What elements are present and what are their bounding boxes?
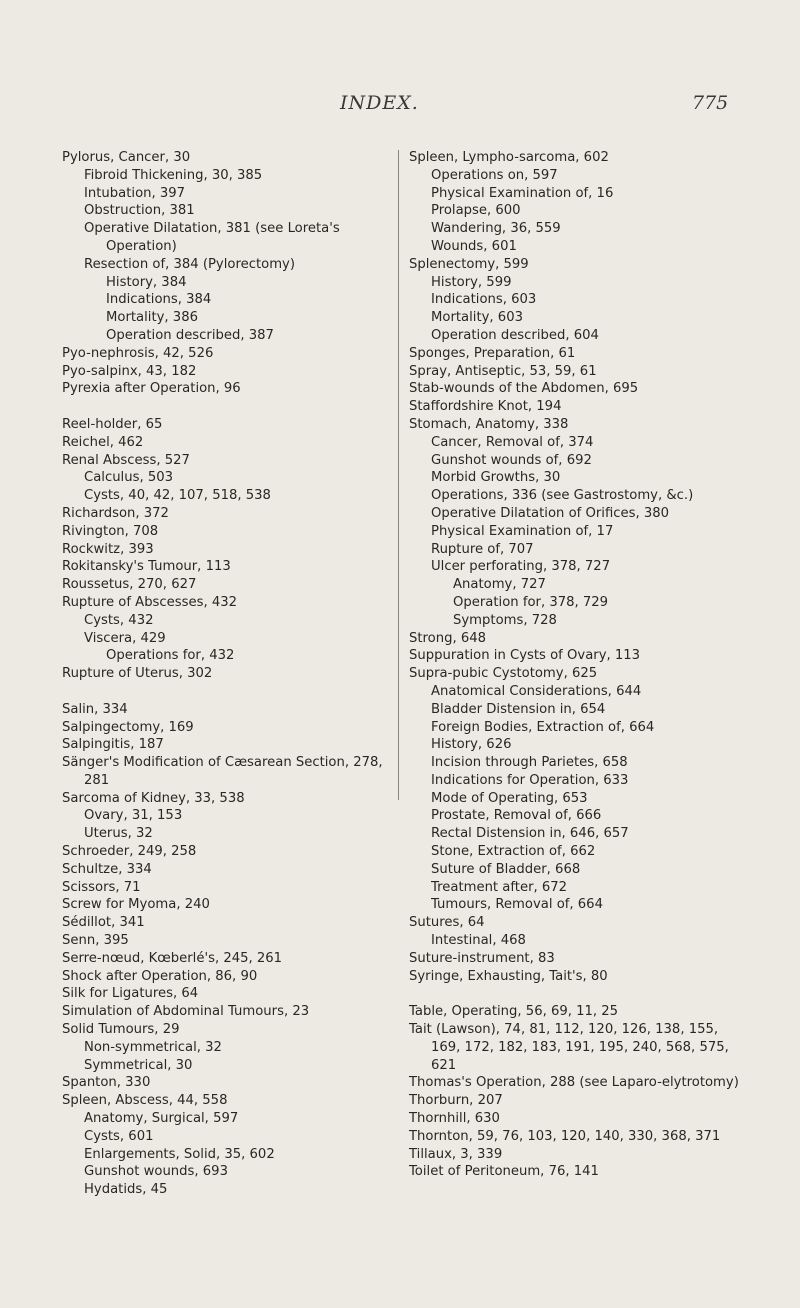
index-entry: History, 599 [431, 274, 512, 290]
index-entry: Renal Abscess, 527 [62, 452, 190, 468]
page-header [0, 92, 800, 122]
index-entry: Anatomical Considerations, 644 [431, 683, 642, 699]
index-entry: Pyo-salpinx, 43, 182 [62, 363, 197, 379]
index-entry: Physical Examination of, 16 [431, 185, 614, 201]
index-entry: Salpingectomy, 169 [62, 719, 194, 735]
index-entry: Ulcer perforating, 378, 727 [431, 559, 611, 575]
index-entry: Intestinal, 468 [431, 933, 526, 949]
index-entry: Rupture of Uterus, 302 [62, 666, 213, 682]
index-entry: Tumours, Removal of, 664 [431, 897, 603, 913]
index-entry: Operative Dilatation of Orifices, 380 [431, 505, 670, 521]
index-entry: Gunshot wounds of, 692 [431, 452, 592, 468]
index-entry: Simulation of Abdominal Tumours, 23 [62, 1004, 310, 1020]
index-entry: Operations, 336 (see Gastrostomy, &c.) [431, 488, 694, 504]
index-entry: Rockwitz, 393 [62, 541, 154, 557]
index-entry: Cysts, 601 [84, 1128, 154, 1144]
index-entry: Silk for Ligatures, 64 [62, 986, 199, 1002]
index-column-left [62, 149, 392, 1199]
index-entry: Operations for, 432 [106, 648, 235, 664]
index-entry: Table, Operating, 56, 69, 11, 25 [409, 1004, 619, 1020]
index-entry: Reichel, 462 [62, 434, 144, 450]
index-entry: Shock after Operation, 86, 90 [62, 968, 258, 984]
index-entry: Syringe, Exhausting, Tait's, 80 [409, 968, 608, 984]
index-entry: Indications, 603 [431, 292, 537, 308]
index-entry: Prolapse, 600 [431, 203, 521, 219]
index-entry: Wounds, 601 [431, 238, 517, 254]
index-entry: Sarcoma of Kidney, 33, 538 [62, 790, 245, 806]
index-entry: Physical Examination of, 17 [431, 523, 614, 539]
index-entry: Suppuration in Cysts of Ovary, 113 [409, 648, 641, 664]
index-entry: Cancer, Removal of, 374 [431, 434, 594, 450]
index-entry: Spray, Antiseptic, 53, 59, 61 [409, 363, 597, 379]
index-entry: Tait (Lawson), 74, 81, 112, 120, 126, 138, 155, 169, 172, 182, 183, 191, 195, 240, 568, 575, 621 [409, 1022, 729, 1073]
index-entry: Morbid Growths, 30 [431, 470, 561, 486]
index-entry: Screw for Myoma, 240 [62, 897, 210, 913]
index-entry: Symptoms, 728 [453, 612, 557, 628]
section-gap [62, 683, 392, 701]
index-entry: Tillaux, 3, 339 [409, 1146, 503, 1162]
index-entry: Viscera, 429 [84, 630, 166, 646]
index-entry: Symmetrical, 30 [84, 1057, 193, 1073]
index-entry: Schroeder, 249, 258 [62, 844, 197, 860]
index-entry: Cysts, 432 [84, 612, 154, 628]
index-entry: Stab-wounds of the Abdomen, 695 [409, 381, 639, 397]
index-entry: Toilet of Peritoneum, 76, 141 [409, 1164, 599, 1180]
index-entry: Spleen, Lympho-sarcoma, 602 [409, 150, 609, 165]
index-entry: Prostate, Removal of, 666 [431, 808, 602, 824]
index-entry: Rectal Distension in, 646, 657 [431, 826, 629, 842]
column-divider [398, 150, 399, 800]
index-entry: Anatomy, Surgical, 597 [84, 1111, 239, 1127]
index-entry: Fibroid Thickening, 30, 385 [84, 167, 263, 183]
index-entry: Pylorus, Cancer, 30 [62, 150, 191, 165]
index-entry: Spanton, 330 [62, 1075, 151, 1091]
index-entry: Stone, Extraction of, 662 [431, 844, 596, 860]
index-entry: Bladder Distension in, 654 [431, 701, 606, 717]
index-entry: Suture of Bladder, 668 [431, 861, 581, 877]
index-column-right [409, 149, 749, 1181]
index-entry: Mortality, 603 [431, 310, 523, 326]
index-entry: Sédillot, 341 [62, 915, 145, 931]
index-entry: Wandering, 36, 559 [431, 221, 561, 237]
index-entry: Operations on, 597 [431, 167, 558, 183]
index-entry: Rupture of, 707 [431, 541, 534, 557]
index-entry: Serre-nœud, Kœberlé's, 245, 261 [62, 950, 283, 966]
index-entry: Cysts, 40, 42, 107, 518, 538 [84, 488, 271, 504]
index-entry: Operation described, 387 [106, 327, 274, 343]
index-entry: Gunshot wounds, 693 [84, 1164, 228, 1180]
index-entry: Roussetus, 270, 627 [62, 577, 197, 593]
index-entry: History, 626 [431, 737, 512, 753]
index-entry: Ovary, 31, 153 [84, 808, 183, 824]
index-entry: Calculus, 503 [84, 470, 174, 486]
index-entry: Salpingitis, 187 [62, 737, 164, 753]
index-entry: Sutures, 64 [409, 915, 485, 931]
index-entry: Solid Tumours, 29 [62, 1022, 180, 1038]
index-entry: Schultze, 334 [62, 861, 152, 877]
index-entry: Richardson, 372 [62, 505, 169, 521]
section-gap [409, 985, 749, 1003]
index-entry: Staffordshire Knot, 194 [409, 399, 562, 415]
index-entry: Thorburn, 207 [409, 1093, 503, 1109]
index-entry: Reel-holder, 65 [62, 416, 163, 432]
index-entry: Hydatids, 45 [84, 1182, 168, 1198]
index-entry: Operative Dilatation, 381 (see Loreta's Operation) [84, 221, 340, 254]
index-entry: Strong, 648 [409, 630, 487, 646]
section-gap [62, 398, 392, 416]
index-entry: Indications, 384 [106, 292, 212, 308]
index-entry: Incision through Parietes, 658 [431, 755, 628, 771]
page-title: INDEX. [340, 92, 419, 114]
index-entry: Spleen, Abscess, 44, 558 [62, 1093, 228, 1109]
index-entry: Rupture of Abscesses, 432 [62, 594, 238, 610]
index-entry: Supra-pubic Cystotomy, 625 [409, 666, 598, 682]
index-entry: Mode of Operating, 653 [431, 790, 588, 806]
index-entry: Salin, 334 [62, 701, 128, 717]
index-entry: Anatomy, 727 [453, 577, 546, 593]
page-number: 775 [692, 92, 729, 114]
index-entry: Thornhill, 630 [409, 1111, 500, 1127]
index-entry: Operation for, 378, 729 [453, 594, 609, 610]
index-entry: Mortality, 386 [106, 310, 198, 326]
index-entry: Rivington, 708 [62, 523, 159, 539]
index-entry: Suture-instrument, 83 [409, 950, 555, 966]
index-entry: Thomas's Operation, 288 (see Laparo-elytrotomy) [409, 1075, 739, 1091]
index-entry: Pyo-nephrosis, 42, 526 [62, 345, 214, 361]
index-entry: Operation described, 604 [431, 327, 599, 343]
index-entry: Thornton, 59, 76, 103, 120, 140, 330, 368, 371 [409, 1128, 721, 1144]
index-entry: Stomach, Anatomy, 338 [409, 416, 569, 432]
index-entry: Uterus, 32 [84, 826, 153, 842]
index-entry: Pyrexia after Operation, 96 [62, 381, 241, 397]
index-entry: History, 384 [106, 274, 187, 290]
index-entry: Resection of, 384 (Pylorectomy) [84, 256, 295, 272]
index-entry: Sänger's Modification of Cæsarean Section, 278, 281 [62, 755, 383, 788]
index-entry: Intubation, 397 [84, 185, 186, 201]
index-entry: Non-symmetrical, 32 [84, 1039, 222, 1055]
index-entry: Splenectomy, 599 [409, 256, 529, 272]
index-entry: Treatment after, 672 [431, 879, 568, 895]
index-entry: Indications for Operation, 633 [431, 772, 629, 788]
index-entry: Obstruction, 381 [84, 203, 195, 219]
index-entry: Senn, 395 [62, 933, 129, 949]
index-entry: Scissors, 71 [62, 879, 141, 895]
index-entry: Sponges, Preparation, 61 [409, 345, 576, 361]
index-entry: Rokitansky's Tumour, 113 [62, 559, 231, 575]
index-entry: Foreign Bodies, Extraction of, 664 [431, 719, 655, 735]
index-entry: Enlargements, Solid, 35, 602 [84, 1146, 275, 1162]
